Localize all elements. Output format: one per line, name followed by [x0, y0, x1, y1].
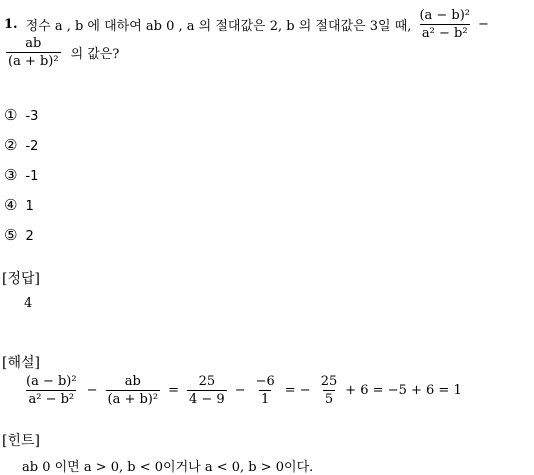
fraction-numerator: 25 [198, 374, 216, 389]
option-label: -2 [25, 139, 39, 154]
option-label: -3 [25, 109, 39, 124]
explanation-heading: [해설] [2, 355, 40, 371]
answer-value: 4 [24, 296, 33, 311]
question-line-2 [4, 36, 119, 69]
option-4[interactable] [4, 196, 34, 214]
fraction-term-5 [319, 374, 340, 407]
option-2[interactable] [4, 136, 38, 154]
fraction-denominator: 5 [324, 392, 334, 407]
fraction-numerator: (a − b)² [26, 374, 77, 389]
explanation-equation [22, 374, 462, 407]
option-label: 1 [25, 199, 34, 214]
option-label: -1 [25, 169, 39, 184]
fraction-denominator: 4 − 9 [189, 392, 225, 407]
fraction-denominator: a² − b² [421, 26, 468, 41]
question-stem: 정수 a , b 에 대하여 ab 0 , a 의 절대값은 2, b 의 절대값은 3일 때, [25, 19, 412, 34]
circled-number-4: ④ [4, 196, 18, 214]
circled-number-3: ③ [4, 166, 18, 184]
operator: = − [284, 383, 311, 398]
answer-heading: [정답] [2, 271, 40, 287]
fraction-term-3 [187, 374, 227, 407]
fraction-numerator: −6 [255, 374, 275, 389]
fraction-ab-over-a-plus-b-sq [6, 36, 61, 69]
operator: = [168, 383, 179, 398]
minus-sign: − [478, 17, 489, 32]
fraction-term-4 [254, 374, 277, 407]
option-3[interactable] [4, 166, 38, 184]
fraction-numerator: ab [25, 36, 42, 51]
fraction-numerator: (a − b)² [419, 8, 471, 23]
fraction-numerator: ab [124, 374, 141, 389]
operator: − [86, 383, 98, 398]
option-1[interactable] [4, 106, 38, 124]
circled-number-2: ② [4, 136, 18, 154]
equation-tail: + 6 = −5 + 6 = 1 [345, 383, 462, 398]
question-stem-tail: 의 값은? [70, 47, 120, 62]
option-5[interactable] [4, 226, 34, 244]
circled-number-5: ⑤ [4, 226, 18, 244]
question-number: 1. [4, 17, 18, 32]
fraction-denominator: (a + b)² [8, 54, 59, 69]
fraction-a-minus-b-sq-over-a2-minus-b2 [417, 8, 472, 41]
hint-text: ab 0 이면 a > 0, b < 0이거나 a < 0, b > 0이다. [22, 460, 314, 475]
fraction-denominator: 1 [261, 392, 270, 407]
option-label: 2 [25, 229, 34, 244]
fraction-denominator: (a + b)² [107, 392, 159, 407]
fraction-term-1 [24, 374, 79, 407]
fraction-numerator: 25 [320, 374, 338, 389]
hint-heading: [힌트] [2, 433, 40, 449]
fraction-denominator: a² − b² [28, 392, 75, 407]
operator: − [234, 383, 246, 398]
fraction-term-2 [106, 374, 161, 407]
circled-number-1: ① [4, 106, 18, 124]
